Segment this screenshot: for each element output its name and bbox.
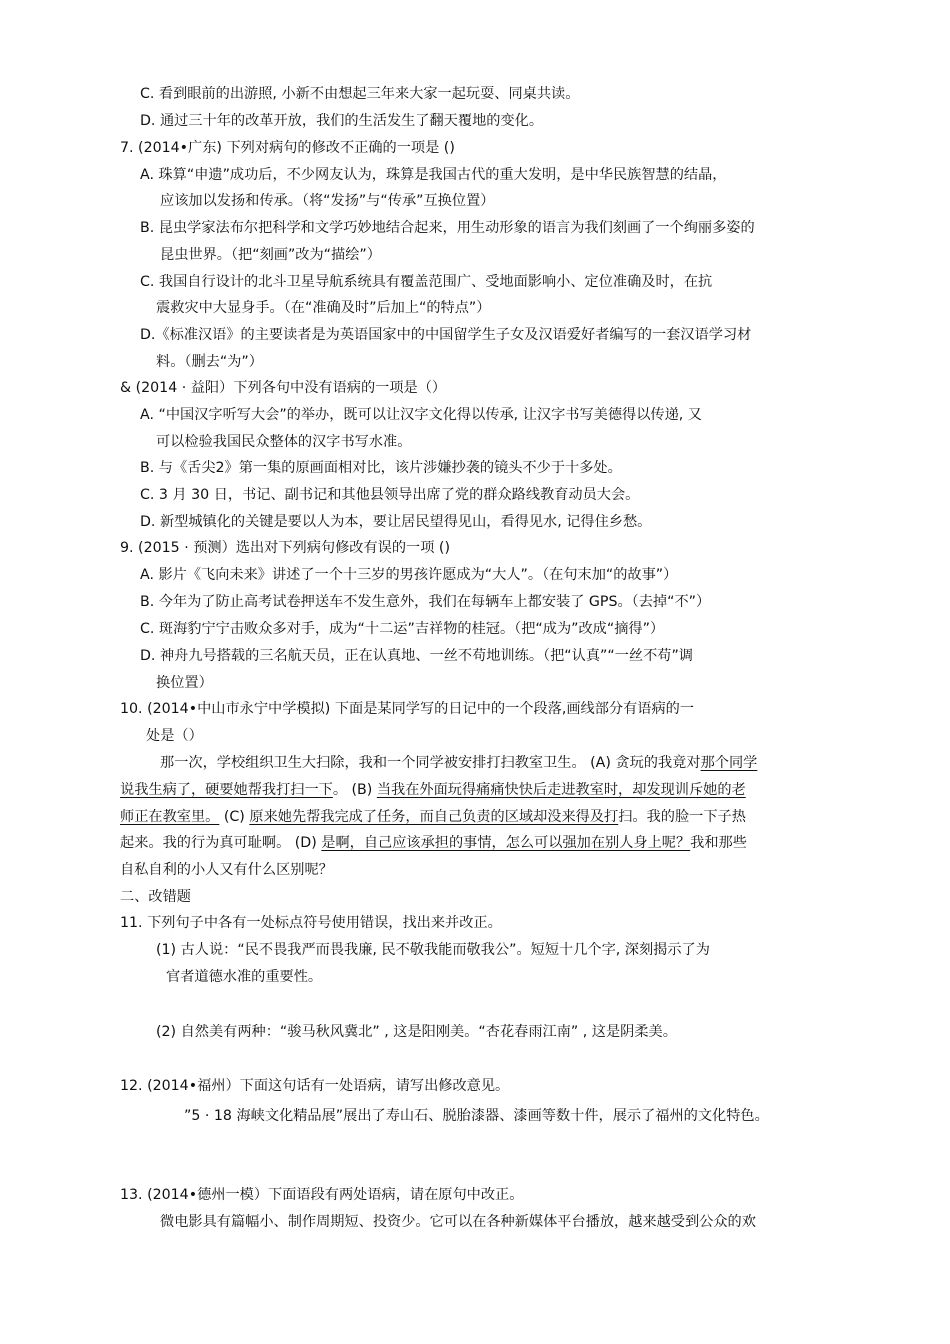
q9-option-a: A. 影片《飞向未来》讲述了一个十三岁的男孩许愿成为“大人”。（在句末加“的故事”） (140, 567, 678, 583)
passage-text: 那一次，学校组织卫生大扫除，我和一个同学被安排打扫教室卫生。 (A) 贪玩的我竟对 (160, 755, 701, 771)
option-c: C. 看到眼前的出游照, 小新不由想起三年来大家一起玩耍、同桌共读。 (140, 86, 580, 102)
q13-paragraph: 微电影具有篇幅小、制作周期短、投资少。它可以在各种新媒体平台播放，越来越受到公众的欢 (160, 1214, 756, 1230)
question-9-stem: 9. (2015 · 预测）选出对下列病句修改有误的一项 () (120, 540, 450, 556)
passage-text: 起来。我的行为真可耻啊。 (D) (120, 835, 322, 851)
q12-sentence: ”5 · 18 海峡文化精品展”展出了寿山石、脱胎漆器、漆画等数十件，展示了福州的文化特色。 (184, 1108, 769, 1124)
q10-passage-line-5: 自私自利的小人又有什么区别呢？ (120, 862, 333, 878)
q10-passage-line-3 (120, 807, 746, 827)
underlined-text: 当我在外面玩得痛痛快快后走进教室时，却发现训斥她的老 (376, 782, 746, 798)
q10-passage-line-4 (120, 833, 747, 853)
question-11-stem: 11. 下列句子中各有一处标点符号使用错误，找出来并改正。 (120, 915, 502, 931)
option-d: D. 通过三十年的改革开放，我们的生活发生了翻天覆地的变化。 (140, 113, 544, 129)
q8-option-c: C. 3 月 30 日，书记、副书记和其他县领导出席了党的群众路线教育动员大会。 (140, 487, 640, 503)
q7-option-a-cont: 应该加以发扬和传承。（将“发扬”与“传承”互换位置） (160, 193, 495, 209)
question-10-stem-cont: 处是（） (146, 728, 203, 744)
q11-sentence-1-cont: 官者道德水准的重要性。 (166, 969, 323, 985)
q7-option-c-cont: 震救灾中大显身手。（在“准确及时”后加上“的特点”） (156, 300, 491, 316)
underlined-text: 师正在教室里。 (120, 809, 220, 825)
q9-option-b: B. 今年为了防止高考试卷押送车不发生意外，我们在每辆车上都安装了 GPS。（去掉“不”） (140, 594, 711, 610)
underlined-text: 说我生病了，硬要她帮我打扫一下 (120, 782, 333, 798)
q9-option-c: C. 斑海豹宁宁击败众多对手，成为“十二运”吉祥物的桂冠。（把“成为”改成“摘得”） (140, 621, 665, 637)
question-13-stem: 13. (2014•德州一模）下面语段有两处语病，请在原句中改正。 (120, 1187, 524, 1203)
passage-text: (C) (219, 809, 250, 825)
question-7-stem: 7. (2014•广东) 下列对病句的修改不正确的一项是 () (120, 140, 455, 156)
section-heading: 二、改错题 (120, 889, 191, 905)
question-12-stem: 12. (2014•福州）下面这句话有一处语病，请写出修改意见。 (120, 1078, 510, 1094)
passage-text: 扫。我的脸一下子热 (618, 809, 746, 825)
q9-option-d-cont: 换位置） (156, 675, 213, 691)
passage-text: 我和那些 (690, 835, 747, 851)
question-10-stem: 10. (2014•中山市永宁中学模拟) 下面是某同学写的日记中的一个段落,画线部分有语病的一 (120, 701, 695, 717)
q7-option-d: D.《标准汉语》的主要读者是为英语国家中的中国留学生子女及汉语爱好者编写的一套汉语学习材 (140, 327, 752, 343)
underlined-text: 那个同学 (700, 755, 758, 771)
q8-option-a-cont: 可以检验我国民众整体的汉字书写水准。 (156, 434, 412, 450)
q9-option-d: D. 神舟九号搭载的三名航天员，正在认真地、一丝不苟地训练。（把“认真”“一丝不苟”调 (140, 648, 693, 664)
q7-option-b: B. 昆虫学家法布尔把科学和文学巧妙地结合起来，用生动形象的语言为我们刻画了一个绚丽多姿的 (140, 220, 755, 236)
q11-sentence-2: (2) 自然美有两种：“骏马秋风冀北” , 这是阳刚美。“杏花春雨江南” , 这是阴柔美。 (156, 1024, 677, 1040)
q8-option-d: D. 新型城镇化的关键是要以人为本，要让居民望得见山，看得见水, 记得住乡愁。 (140, 514, 652, 530)
passage-text: 。 (B) (332, 782, 377, 798)
underlined-text: 原来她先帮我完成了任务，而自己负责的区域却没来得及打 (249, 809, 619, 825)
q8-option-a: A. “中国汉字听写大会”的举办，既可以让汉字文化得以传承, 让汉字书写美德得以传递, 又 (140, 407, 702, 423)
question-8-stem: & (2014 · 益阳）下列各句中没有语病的一项是（） (120, 380, 447, 396)
q8-option-b: B. 与《舌尖2》第一集的原画面相对比，该片涉嫌抄袭的镜头不少于十多处。 (140, 460, 622, 476)
q11-sentence-1: (1) 古人说：“民不畏我严而畏我廉, 民不敬我能而敬我公”。短短十几个字, 深刻揭示了为 (156, 942, 710, 958)
q7-option-a: A. 珠算“申遗”成功后，不少网友认为，珠算是我国古代的重大发明，是中华民族智慧的结晶， (140, 167, 727, 183)
q7-option-c: C. 我国自行设计的北斗卫星导航系统具有覆盖范围广、受地面影响小、定位准确及时，在抗 (140, 274, 713, 290)
underlined-text: 是啊，自己应该承担的事情，怎么可以强加在别人身上呢？ (321, 835, 691, 851)
q7-option-d-cont: 料。（删去“为”） (156, 354, 263, 370)
q10-passage-line-1 (160, 753, 757, 773)
q10-passage-line-2 (120, 780, 746, 800)
q7-option-b-cont: 昆虫世界。（把“刻画”改为“描绘”） (160, 247, 381, 263)
